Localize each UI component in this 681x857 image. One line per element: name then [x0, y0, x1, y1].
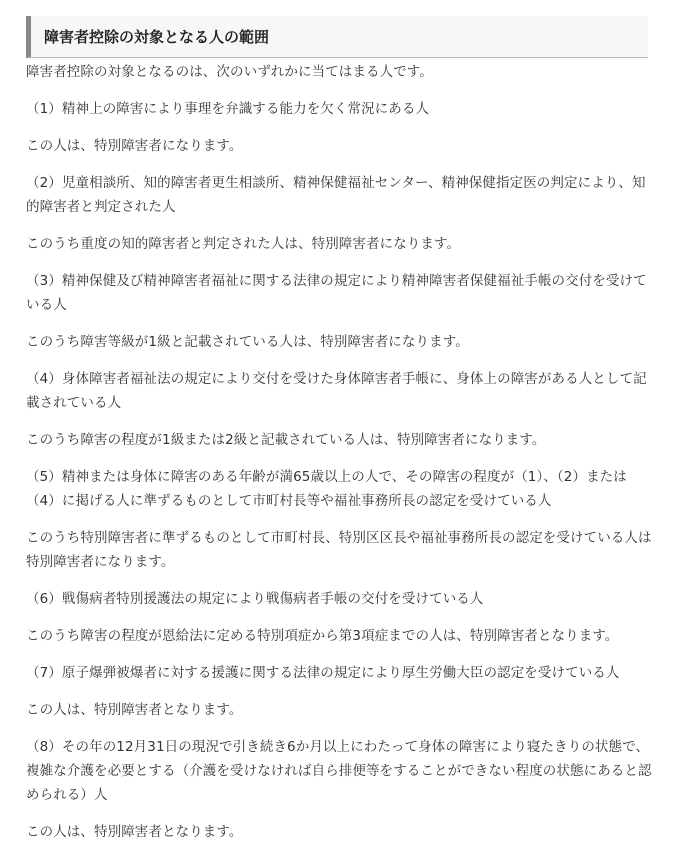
article-body [26, 60, 654, 857]
criterion-6: （6）戦傷病者特別援護法の規定により戦傷病者手帳の交付を受けている人 [26, 591, 484, 607]
criterion-2: （2）児童相談所、知的障害者更生相談所、精神保健福祉センター、精神保健指定医の判定により、知的障害者と判定された人 [26, 175, 646, 215]
criterion-3: （3）精神保健及び精神障害者福祉に関する法律の規定により精神障害者保健福祉手帳の交付を受けている人 [26, 273, 647, 313]
criterion-7: （7）原子爆弾被爆者に対する援護に関する法律の規定により厚生労働大臣の認定を受けている人 [26, 665, 620, 681]
criterion-8-note: この人は、特別障害者となります。 [26, 824, 243, 840]
criterion-2-note: このうち重度の知的障害者と判定された人は、特別障害者になります。 [26, 236, 461, 252]
criterion-3-note: このうち障害等級が1級と記載されている人は、特別障害者になります。 [26, 334, 469, 350]
criterion-8: （8）その年の12月31日の現況で引き続き6か月以上にわたって身体の障害により寝たきりの状態で、複雑な介護を必要とする（介護を受けなければ自ら排便等をすることができない程度の状態にあると認められる）人 [26, 739, 652, 803]
criterion-6-note: このうち障害の程度が恩給法に定める特別項症から第3項症までの人は、特別障害者となります。 [26, 628, 619, 644]
criterion-4: （4）身体障害者福祉法の規定により交付を受けた身体障害者手帳に、身体上の障害がある人として記載されている人 [26, 371, 647, 411]
criterion-1: （1）精神上の障害により事理を弁識する能力を欠く常況にある人 [26, 101, 430, 117]
section-heading: 障害者控除の対象となる人の範囲 [26, 16, 648, 58]
criterion-4-note: このうち障害の程度が1級または2級と記載されている人は、特別障害者になります。 [26, 432, 546, 448]
intro-paragraph: 障害者控除の対象となるのは、次のいずれかに当てはまる人です。 [26, 64, 433, 80]
criterion-7-note: この人は、特別障害者となります。 [26, 702, 243, 718]
criterion-1-note: この人は、特別障害者になります。 [26, 138, 243, 154]
criterion-5-note: このうち特別障害者に準ずるものとして市町村長、特別区区長や福祉事務所長の認定を受けている人は特別障害者になります。 [26, 530, 652, 570]
criterion-5: （5）精神または身体に障害のある年齢が満65歳以上の人で、その障害の程度が（1）、（2）または（4）に掲げる人に準ずるものとして市町村長等や福祉事務所長の認定を受けている人 [26, 469, 627, 509]
